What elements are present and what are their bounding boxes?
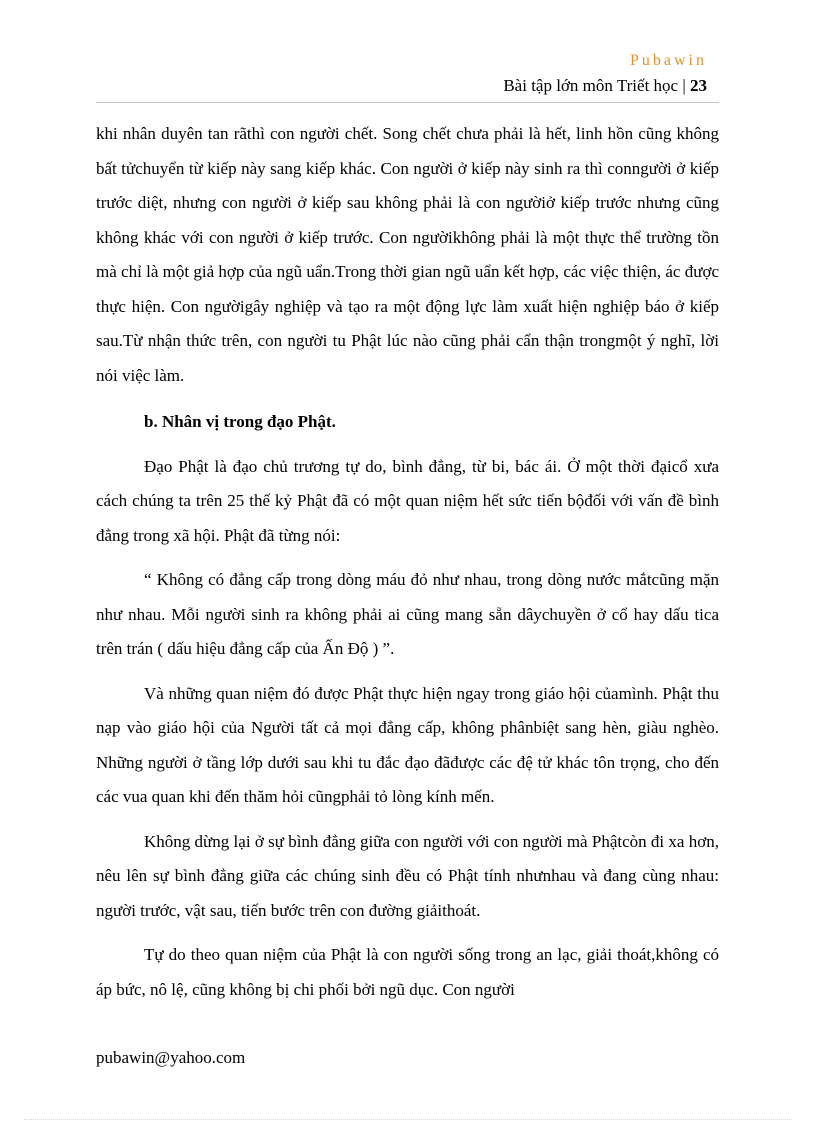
brand-name: Pubawin	[630, 52, 707, 69]
paragraph-5: Không dừng lại ở sự bình đẳng giữa con người với con người mà Phậtcòn đi xa hơn, nêu lên sự bình đẳng giữa các chúng sinh đều có Phật tính nhưnhau và đang cùng nhau: người trước, vật sau, tiến bước trên con đường giảithoát.	[96, 831, 719, 920]
page-number: 23	[690, 76, 707, 95]
paragraph-3-quote: “ Không có đẳng cấp trong dòng máu đỏ như nhau, trong dòng nước mắtcũng mặn như nhau. Mỗi người sinh ra không phải ai cũng mang sẵn dâychuyền ở cổ hay dấu tica trên trán ( dấu hiệu đẳng cấp của Ấn Độ ) ”.	[96, 570, 719, 658]
header-subtitle	[503, 76, 707, 96]
course-title: Bài tập lớn môn Triết học	[503, 76, 679, 95]
paragraph-1: khi nhân duyên tan rãthì con người chết. Song chết chưa phải là hết, linh hồn cũng không bất tửchuyển từ kiếp này sang kiếp khác. Con người ở kiếp này sinh ra thì conngười ở kiếp trước diệt, nhưng con người ở kiếp sau không phải là con ngườiở kiếp trước nhưng cũng không khác với con người ở kiếp trước. Con ngườikhông phải là một thực thể trường tồn mà chỉ là một giả hợp của ngũ uẩn.Trong thời gian ngũ uẩn kết hợp, các việc thiện, ác được thực hiện. Con ngườigây nghiệp và tạo ra một động lực làm xuất hiện nghiệp báo ở kiếp sau.Từ nhận thức trên, con người tu Phật lúc nào cũng phải cẩn thận trongmột ý nghĩ, lời nói việc làm.	[96, 124, 719, 385]
page-header	[96, 52, 719, 103]
document-body	[96, 117, 719, 1007]
section-heading: b. Nhân vị trong đạo Phật.	[144, 412, 336, 431]
paragraph-6: Tự do theo quan niệm của Phật là con người sống trong an lạc, giải thoát,không có áp bức, nô lệ, cũng không bị chi phối bởi ngũ dục. Con người	[96, 945, 719, 999]
footer-email: pubawin@yahoo.com	[96, 1048, 246, 1067]
bottom-divider	[24, 1119, 792, 1120]
header-separator: |	[678, 76, 690, 95]
paragraph-4: Và những quan niệm đó được Phật thực hiện ngay trong giáo hội củamình. Phật thu nạp vào giáo hội của Người tất cả mọi đẳng cấp, không phânbiệt sang hèn, giàu nghèo. Những người ở tầng lớp dưới sau khi tu đắc đạo đãđược các đệ tử khác tôn trọng, cho đến các vua quan khi đến thăm hỏi cũngphải tỏ lòng kính mến.	[96, 683, 719, 806]
paragraph-2: Đạo Phật là đạo chủ trương tự do, bình đẳng, từ bi, bác ái. Ở một thời đạicổ xưa cách chúng ta trên 25 thế kỷ Phật đã có một quan niệm hết sức tiến bộđối với vấn đề bình đẳng trong xã hội. Phật đã từng nói:	[96, 456, 719, 545]
